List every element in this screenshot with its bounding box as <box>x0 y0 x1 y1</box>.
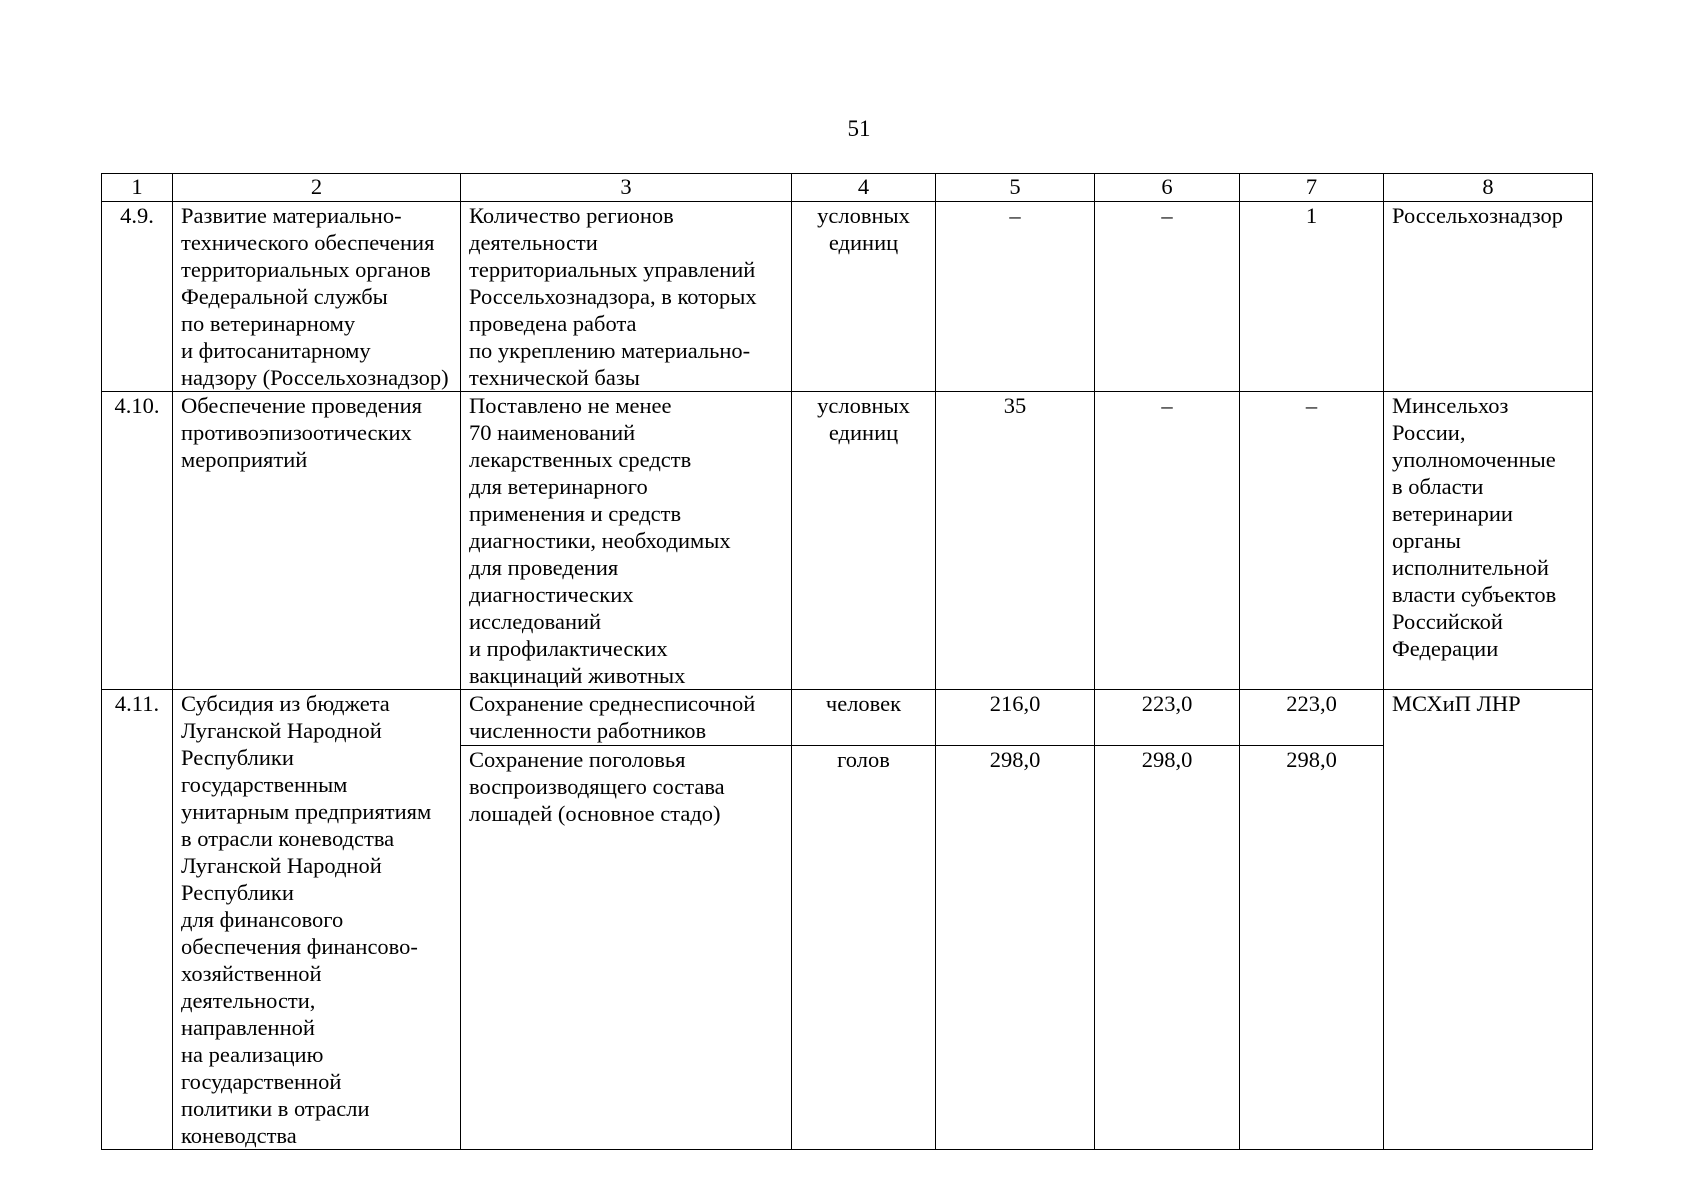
text-line: Федерации <box>1392 636 1499 661</box>
text-line: Сохранение среднесписочной <box>469 691 756 716</box>
value-col5: – <box>936 202 1095 392</box>
indicator-text <box>461 392 792 690</box>
text-line: и профилактических <box>469 636 668 661</box>
text-line: лошадей (основное стадо) <box>469 801 721 826</box>
text-line: хозяйственной <box>181 961 322 986</box>
measure-name <box>173 392 461 690</box>
text-line: Минсельхоз <box>1392 393 1509 418</box>
row-number: 4.10. <box>102 392 173 690</box>
text-line: для ветеринарного <box>469 474 648 499</box>
column-header: 5 <box>936 174 1095 202</box>
text-line: унитарным предприятиям <box>181 799 432 824</box>
text-line: России, <box>1392 420 1466 445</box>
text-line: Российской <box>1392 609 1503 634</box>
text-line: государственным <box>181 772 348 797</box>
text-line: Республики <box>181 880 294 905</box>
text-line: голов <box>837 747 890 772</box>
text-line: проведена работа <box>469 311 637 336</box>
column-header: 4 <box>792 174 936 202</box>
column-number-row <box>102 174 1593 202</box>
text-line: Субсидия из бюджета <box>181 691 390 716</box>
text-line: территориальных органов <box>181 257 431 282</box>
row-number: 4.9. <box>102 202 173 392</box>
value-col7: 223,0 <box>1240 690 1384 746</box>
value-col5: 216,0 <box>936 690 1095 746</box>
indicator-text <box>461 202 792 392</box>
text-line: уполномоченные <box>1392 447 1556 472</box>
text-line: Россельхознадзора, в которых <box>469 284 757 309</box>
text-line: ветеринарии <box>1392 501 1513 526</box>
text-line: Луганской Народной <box>181 718 382 743</box>
text-line: Развитие материально- <box>181 203 402 228</box>
table-row <box>102 690 1593 746</box>
value-col6: 298,0 <box>1095 746 1240 1150</box>
measure-name <box>173 690 461 1150</box>
text-line: Обеспечение проведения <box>181 393 422 418</box>
text-line: органы <box>1392 528 1461 553</box>
value-col5: 298,0 <box>936 746 1095 1150</box>
text-line: применения и средств <box>469 501 682 526</box>
value-col7: 298,0 <box>1240 746 1384 1150</box>
text-line: 70 наименований <box>469 420 636 445</box>
measure-name <box>173 202 461 392</box>
executor-cell <box>1384 690 1593 1150</box>
text-line: технического обеспечения <box>181 230 435 255</box>
indicator-text <box>461 690 792 746</box>
text-line: исполнительной <box>1392 555 1549 580</box>
text-line: и фитосанитарному <box>181 338 371 363</box>
value-col7: – <box>1240 392 1384 690</box>
text-line: диагностики, необходимых <box>469 528 731 553</box>
text-line: Россельхознадзор <box>1392 203 1564 228</box>
text-line: по ветеринарному <box>181 311 356 336</box>
executor-cell <box>1384 392 1593 690</box>
text-line: направленной <box>181 1015 315 1040</box>
text-line: для финансового <box>181 907 344 932</box>
page-number: 51 <box>847 116 871 141</box>
text-line: политики в отрасли <box>181 1096 370 1121</box>
column-header: 8 <box>1384 174 1593 202</box>
text-line: условных <box>817 393 910 418</box>
text-line: мероприятий <box>181 447 308 472</box>
text-line: исследований <box>469 609 602 634</box>
text-line: деятельности, <box>181 988 316 1013</box>
table-row <box>102 202 1593 392</box>
text-line: территориальных управлений <box>469 257 756 282</box>
text-line: коневодства <box>181 1123 297 1148</box>
text-line: обеспечения финансово- <box>181 934 418 959</box>
row-number: 4.11. <box>102 690 173 1150</box>
text-line: технической базы <box>469 365 640 390</box>
column-header: 1 <box>102 174 173 202</box>
unit-cell <box>792 392 936 690</box>
text-line: МСХиП ЛНР <box>1392 691 1521 716</box>
text-line: в области <box>1392 474 1484 499</box>
text-line: единиц <box>828 230 899 255</box>
indicator-text <box>461 746 792 1150</box>
unit-cell <box>792 690 936 746</box>
text-line: единиц <box>828 420 899 445</box>
value-col5: 35 <box>936 392 1095 690</box>
text-line: условных <box>817 203 910 228</box>
text-line: Количество регионов <box>469 203 674 228</box>
value-col6: – <box>1095 202 1240 392</box>
column-header: 3 <box>461 174 792 202</box>
text-line: на реализацию <box>181 1042 324 1067</box>
text-line: Луганской Народной <box>181 853 382 878</box>
text-line: в отрасли коневодства <box>181 826 395 851</box>
text-line: по укреплению материально- <box>469 338 751 363</box>
text-line: воспроизводящего состава <box>469 774 725 799</box>
text-line: численности работников <box>469 718 707 743</box>
column-header: 6 <box>1095 174 1240 202</box>
text-line: Сохранение поголовья <box>469 747 686 772</box>
text-line: Республики <box>181 745 294 770</box>
value-col7: 1 <box>1240 202 1384 392</box>
text-line: Поставлено не менее <box>469 393 672 418</box>
executor-cell <box>1384 202 1593 392</box>
table-row <box>102 392 1593 690</box>
unit-cell <box>792 202 936 392</box>
text-line: Федеральной службы <box>181 284 388 309</box>
value-col6: 223,0 <box>1095 690 1240 746</box>
text-line: для проведения <box>469 555 619 580</box>
text-line: надзору (Россельхознадзор) <box>181 365 449 390</box>
unit-cell <box>792 746 936 1150</box>
measures-table <box>101 173 1593 1150</box>
text-line: диагностических <box>469 582 634 607</box>
text-line: государственной <box>181 1069 342 1094</box>
column-header: 2 <box>173 174 461 202</box>
value-col6: – <box>1095 392 1240 690</box>
text-line: деятельности <box>469 230 598 255</box>
text-line: вакцинаций животных <box>469 663 686 688</box>
text-line: противоэпизоотических <box>181 420 412 445</box>
text-line: власти субъектов <box>1392 582 1557 607</box>
column-header: 7 <box>1240 174 1384 202</box>
text-line: лекарственных средств <box>469 447 692 472</box>
text-line: человек <box>825 691 902 716</box>
